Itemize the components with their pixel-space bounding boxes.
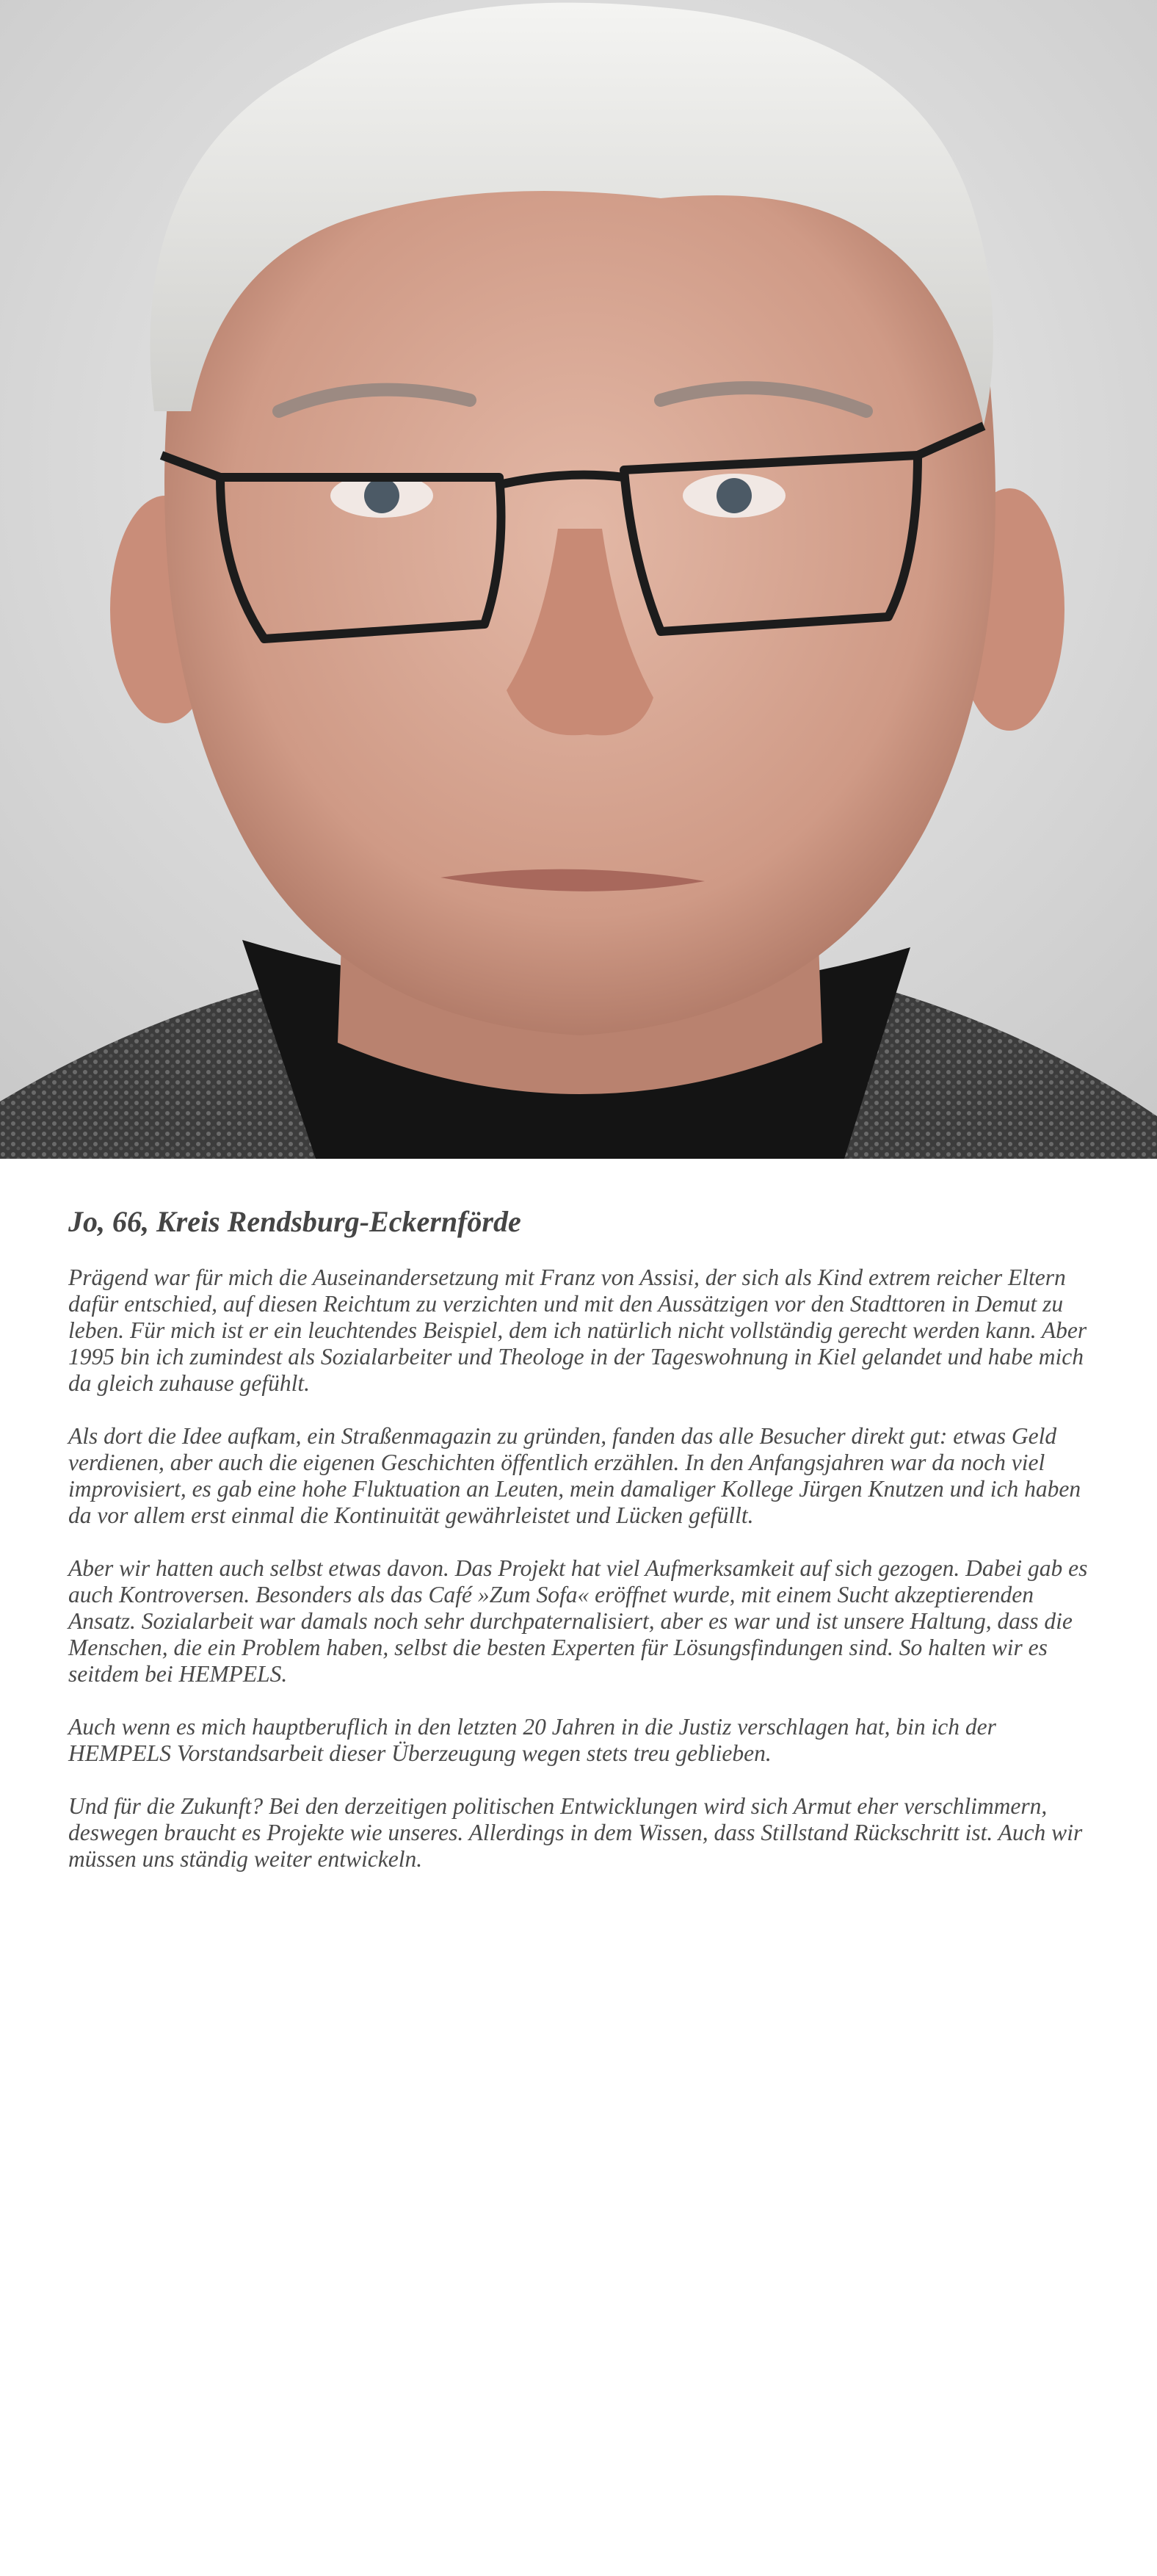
- article-paragraph-1: Prägend war für mich die Auseinandersetzung mit Franz von Assisi, der sich als Kind extrem reicher Eltern dafür entschied, auf diesen Reichtum zu verzichten und mit den Aussätzigen vor den Stadttoren in Demut zu leben. Für mich ist er ein leuchtendes Beispiel, dem ich natürlich nicht vollständig gerecht werden kann. Aber 1995 bin ich zumindest als Sozialarbeiter und Theologe in der Tageswohnung in Kiel gelandet und habe mich da gleich zuhause gefühlt.: [68, 1265, 1087, 1396]
- article-paragraph-5: Und für die Zukunft? Bei den derzeitigen politischen Entwicklungen wird sich Armut eher verschlimmern, deswegen braucht es Projekte wie unseres. Allerdings in dem Wissen, dass Stillstand Rückschritt ist. Auch wir müssen uns ständig weiter entwickeln.: [68, 1793, 1083, 1872]
- article-headline: Jo, 66, Kreis Rendsburg-Eckernförde: [68, 1205, 521, 1238]
- article-paragraph-3: Aber wir hatten auch selbst etwas davon. Das Projekt hat viel Aufmerksamkeit auf sich gezogen. Dabei gab es auch Kontroversen. Besonders als das Café »Zum Sofa« eröffnet wurde, mit einem Sucht akzeptierenden Ansatz. Sozialarbeit war damals noch sehr durchpaternalisiert, aber es war und ist unsere Haltung, dass die Menschen, die ein Problem haben, selbst die besten Experten für Lösungsfindungen sind. So halten wir es seitdem bei HEMPELS.: [68, 1555, 1088, 1687]
- portrait-illustration: [0, 0, 1157, 1159]
- article-body: [68, 1204, 1096, 1899]
- portrait-photo: [0, 0, 1157, 1159]
- article-paragraph-2: Als dort die Idee aufkam, ein Straßenmagazin zu gründen, fanden das alle Besucher direkt gut: etwas Geld verdienen, aber auch die eigenen Geschichten öffentlich erzählen. In den Anfangsjahren war da noch viel improvisiert, es gab eine hohe Fluktuation an Leuten, mein damaliger Kollege Jürgen Knutzen und ich haben da vor allem erst einmal die Kontinuität gewährleistet und Lücken gefüllt.: [68, 1423, 1081, 1528]
- article-paragraph-4: Auch wenn es mich hauptberuflich in den letzten 20 Jahren in die Justiz verschlagen hat, bin ich der HEMPELS Vorstandsarbeit dieser Überzeugung wegen stets treu geblieben.: [68, 1714, 996, 1766]
